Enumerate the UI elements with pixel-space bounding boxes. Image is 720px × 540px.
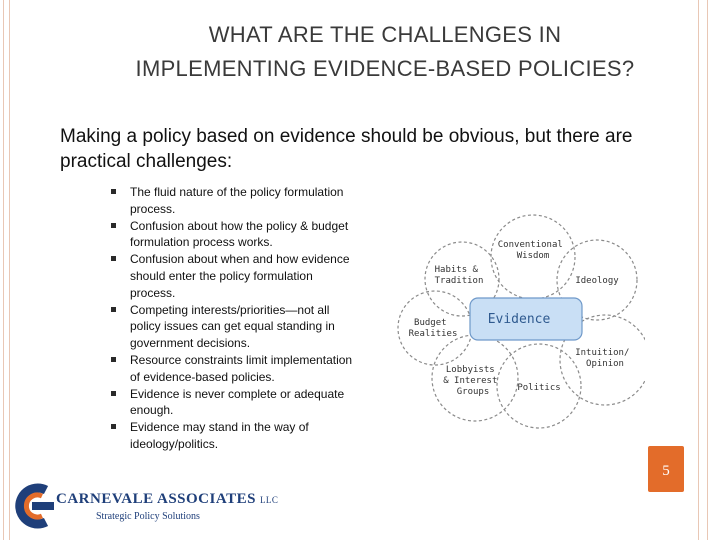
challenge-item: The fluid nature of the policy formulation process. xyxy=(104,184,354,218)
node-politics-line: Politics xyxy=(517,383,561,393)
challenge-list xyxy=(104,184,354,453)
node-lobbyists-line: & Interest xyxy=(443,376,498,386)
intro-text: Making a policy based on evidence should be obvious, but there are practical challenges: xyxy=(60,126,633,172)
node-intuition-opinion-line: Intuition/ xyxy=(575,348,630,358)
node-ideology-line: Ideology xyxy=(575,276,619,286)
challenge-item: Confusion about when and how evidence should enter the policy formulation process. xyxy=(104,251,354,301)
bullet-icon xyxy=(111,189,116,194)
logo-tagline: Strategic Policy Solutions xyxy=(96,511,200,522)
evidence-label: Evidence xyxy=(487,312,551,327)
node-lobbyists-line: Lobbyists xyxy=(445,365,495,375)
page-number-badge xyxy=(648,446,684,492)
left-decorative-rail xyxy=(3,0,10,540)
node-budget-realities-line: Budget xyxy=(414,318,447,328)
challenge-item: Confusion about how the policy & budget formulation process works. xyxy=(104,218,354,252)
node-lobbyists xyxy=(443,365,503,397)
node-conventional-wisdom-line: Wisdom xyxy=(516,251,550,261)
logo-c-icon xyxy=(12,482,56,530)
node-conventional-wisdom xyxy=(498,240,568,261)
challenge-item: Resource constraints limit implementation of evidence-based policies. xyxy=(104,352,354,386)
bullet-icon xyxy=(111,357,116,362)
node-ideology xyxy=(575,276,619,286)
node-conventional-wisdom-line: Conventional xyxy=(497,240,563,250)
node-habits-tradition-line: Habits & xyxy=(434,265,478,275)
bullet-icon xyxy=(111,223,116,228)
bullet-icon xyxy=(111,391,116,396)
logo-company-name: CARNEVALE ASSOCIATES LLC xyxy=(56,491,279,507)
node-lobbyists-line: Groups xyxy=(456,387,490,397)
node-budget-realities-line: Realities xyxy=(408,329,458,339)
right-decorative-rail xyxy=(698,0,708,540)
evidence-influences-diagram xyxy=(395,210,645,445)
bullet-icon xyxy=(111,256,116,261)
bullet-icon xyxy=(111,307,116,312)
slide-title xyxy=(90,18,680,86)
node-habits-tradition xyxy=(435,265,484,286)
page-number: 5 xyxy=(662,463,670,479)
node-intuition-opinion xyxy=(575,348,635,369)
node-habits-tradition-line: Tradition xyxy=(434,276,484,286)
node-intuition-opinion-line: Opinion xyxy=(586,359,624,369)
node-budget-realities xyxy=(409,318,458,339)
title-line-1: WHAT ARE THE CHALLENGES IN xyxy=(208,22,562,47)
challenge-item: Evidence is never complete or adequate enough. xyxy=(104,386,354,420)
bullet-icon xyxy=(111,424,116,429)
carnevale-logo xyxy=(12,482,279,530)
title-line-2: IMPLEMENTING EVIDENCE-BASED POLICIES? xyxy=(135,56,635,81)
challenge-item: Competing interests/priorities—not all policy issues can get equal standing in government decisions. xyxy=(104,302,354,352)
ring-budget-realities xyxy=(398,291,472,365)
challenge-item: Evidence may stand in the way of ideology/politics. xyxy=(104,419,354,453)
node-politics xyxy=(517,383,560,393)
